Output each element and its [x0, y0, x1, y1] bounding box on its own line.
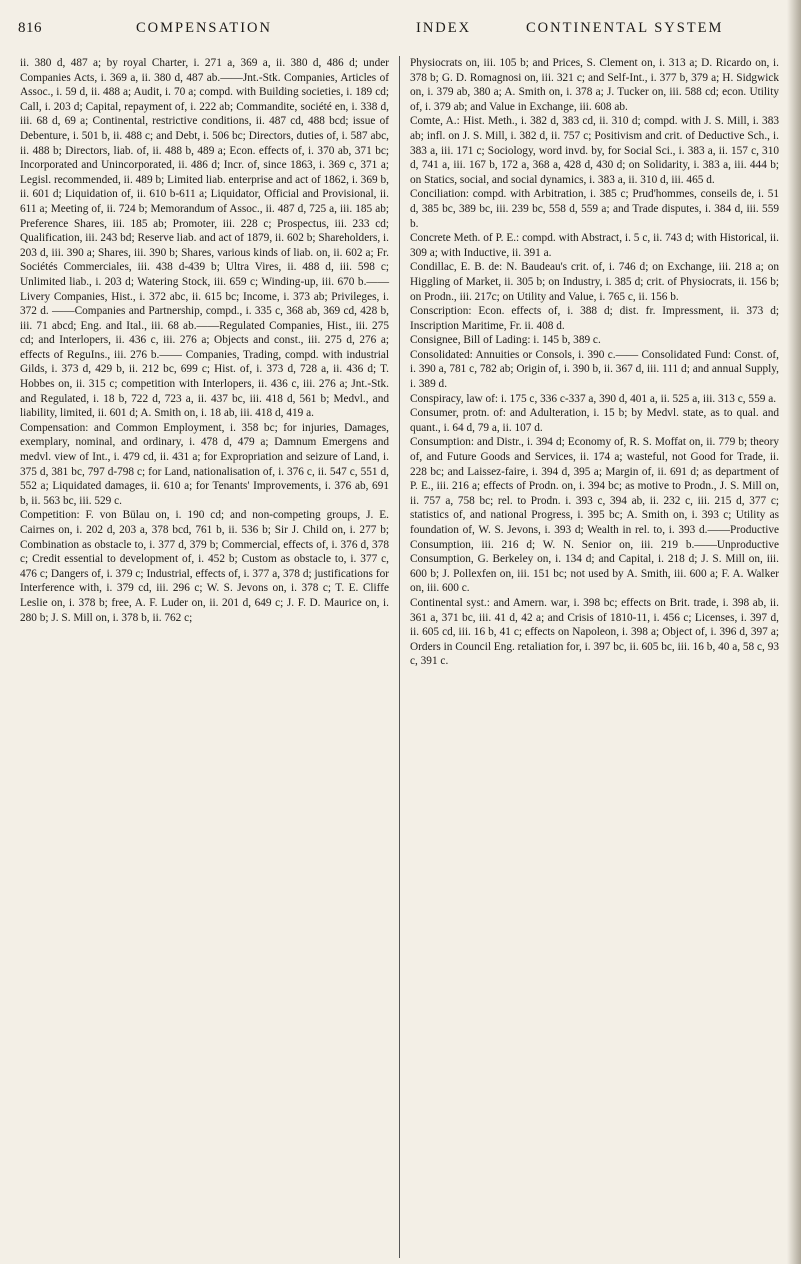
left-column [20, 56, 400, 1258]
index-entry: Consumer, protn. of: and Adulteration, i. 15 b; by Medvl. state, as to qual. and quant., i. 64 d, 79 a, ii. 107 d. [410, 407, 779, 434]
index-entry: Continental syst.: and Amern. war, i. 398 bc; effects on Brit. trade, i. 398 ab, ii. 361 a, 371 bc, iii. 41 d, 42 a; and Crisis of 1810-11, i. 456 c; Licenses, i. 397 d, ii. 605 cd, iii. 16 b, 41 c; effects on Napoleon, i. 398 a; Object of, i. 396 d, 397 a; Orders in Council Eng. retaliation for, i. 397 bc, ii. 605 bc, iii. 16 b, 40 a, 58 c, 93 c, 391 c. [410, 596, 779, 668]
index-entry: Condillac, E. B. de: N. Baudeau's crit. of, i. 746 d; on Exchange, iii. 218 a; on Higgling of Market, ii. 305 b; on Industry, i. 385 d; crit. of Physiocrats, ii. 156 b; on Prodn., iii. 217c; on Utility and Value, i. 765 c, ii. 156 b. [410, 261, 779, 303]
index-entry: Conciliation: compd. with Arbitration, i. 385 c; Prud'hommes, conseils de, i. 51 d, 385 bc, 389 bc, iii. 239 bc, 558 d, 559 a; and Trade disputes, i. 384 d, iii. 559 b. [410, 188, 779, 230]
index-entry: Conscription: Econ. effects of, i. 388 d; dist. fr. Impressment, ii. 373 d; Inscription Maritime, Fr. ii. 408 d. [410, 305, 779, 332]
running-head-center: INDEX [416, 20, 472, 36]
index-entry: Conspiracy, law of: i. 175 c, 336 c-337 a, 390 d, 401 a, ii. 525 a, iii. 313 c, 559 a. [410, 392, 777, 405]
index-entry: Comte, A.: Hist. Meth., i. 382 d, 383 cd, ii. 310 d; compd. with J. S. Mill, i. 383 ab; infl. on J. S. Mill, i. 382 d, ii. 757 c; Positivism and crit. of Deductive Sch., i. 383 a, iii. 171 c; Sociology, word invd. by, for Social Sci., i. 383 a, ii. 157 c, 310 d, 741 a, iii. 167 b, 172 a, 368 a, 428 d, 430 d; on Solidarity, i. 383 a, iii. 444 b; on Statics, social, and social dynamics, i. 383 a, ii. 310 d, iii. 465 d. [410, 115, 779, 186]
right-column [410, 56, 779, 1258]
page-edge-shadow [787, 0, 801, 1264]
index-entry: Consignee, Bill of Lading: i. 145 b, 389 c. [410, 334, 601, 347]
index-columns [20, 56, 779, 1258]
index-entry: Consolidated: Annuities or Consols, i. 390 c.—— Consolidated Fund: Const. of, i. 390 a, 781 c, 782 ab; Origin of, i. 390 b, ii. 367 d, iii. 111 d; and annual Supply, i. 389 d. [410, 348, 779, 391]
index-entry: ii. 380 d, 487 a; by royal Charter, i. 271 a, 369 a, ii. 380 d, 486 d; under Companies Acts, i. 369 a, ii. 380 d, 487 ab.——Jnt.-Stk. Companies, Articles of Assoc., i. 59 d, ii. 488 a; Audit, i. 70 a; compd. with Building societies, i. 189 cd; Call, i. 203 d; Capital, repayment of, i. 222 ab; Commandite, société en, i. 338 d, iii. 68 d, 69 a; Continental, restrictive conditions, ii. 487 cd, 488 bcd; issue of Debenture, i. 501 b, ii. 488 c; and Debt, i. 506 bc; Directors, duties of, i. 587 abc, ii. 488 b; Directors, liab. of, ii. 488 b, 489 a; Econ. effects of, i. 370 ab, 371 bc; Incorporated and Unincorporated, ii. 486 d; Incr. of, since 1863, i. 369 c, 371 a; Legisl. recommended, ii. 489 b; Limited liab. enterprise and act of 1862, i. 369 b, ii. 601 d; Liquidation of, ii. 610 b-611 a; Liquidator, Official and Provisional, ii. 611 a; Meeting of, ii. 724 b; Memorandum of Assoc., ii. 487 d, 725 a, iii. 185 ab; Preference Shares, iii. 185 ab; Promoter, iii. 228 c; Prospectus, iii. 233 cd; Qualification, iii. 243 bd; Reserve liab. and act of 1879, ii. 602 b; Shareholders, i. 203 d, iii. 390 a; Shares, iii. 390 b; Shares, various kinds of liab. on, ii. 602 a; Fr. Sociétés Commerciales, iii. 438 d-439 b; Ultra Vires, ii. 488 d, iii. 598 c; Unlimited liab., i. 203 d; Watering Stock, iii. 659 c; Winding-up, iii. 670 b.—— Livery Companies, Hist., i. 372 abc, ii. 615 bc; Income, i. 373 ab; Privileges, i. 372 d. ——Companies and Partnership, compd., i. 335 c, 368 ab, 369 cd, 428 b, iii. 71 abcd; Eng. and Ital., iii. 68 ab.——Regulated Companies, Hist., iii. 275 cd; and Interlopers, ii. 436 c, iii. 276 a; Objects and const., iii. 275 d, 276 a; effects of ReguIns., iii. 276 b.—— Companies, Trading, compd. with industrial Gilds, i. 373 d, 429 b, ii. 212 bc, 699 c; Hist. of, i. 373 d, 728 a, ii. 436 d; T. Hobbes on, ii. 315 c; competition with Interlopers, ii. 436 c, iii. 276 a; Jnt.-Stk. and Regulated, i. 18 b, 722 d, 723 a, ii. 437 bc, iii. 418 d, 561 b; Medvl., and liability, limited, ii. 601 d; A. Smith on, i. 18 ab, iii. 418 d, 419 a. [20, 57, 389, 420]
index-entry: Compensation: and Common Employment, i. 358 bc; for injuries, Damages, exemplary, nominal, and ordinary, i. 478 d, 479 a; Damnum Emergens and medvl. view of Int., i. 479 cd, ii. 431 a; for Expropriation and seizure of Land, i. 375 d, 381 bc, 797 d-798 c; for Land, nationalisation of, i. 376 c, ii. 547 c, 551 d, 552 a; Liquidated damages, ii. 610 a; for Tenants' Improvements, i. 376 ab, 691 b, ii. 563 bc, iii. 529 c. [20, 421, 389, 507]
index-entry: Concrete Meth. of P. E.: compd. with Abstract, i. 5 c, ii. 743 d; with Historical, ii. 309 a; with Inductive, ii. 391 a. [410, 232, 779, 259]
page-header [18, 14, 783, 44]
page-number: 816 [18, 20, 42, 36]
running-head-right: CONTINENTAL SYSTEM [526, 20, 724, 36]
index-entry: Physiocrats on, iii. 105 b; and Prices, S. Clement on, i. 313 a; D. Ricardo on, i. 378 b; G. D. Romagnosi on, iii. 321 c; and Self-Int., i. 377 b, 379 a; H. Sidgwick on, i. 379 ab, 380 a; A. Smith on, i. 378 a; J. Tucker on, iii. 588 cd; econ. Utility of, i. 379 ab; and Value in Exchange, iii. 608 ab. [410, 57, 779, 113]
index-entry: Competition: F. von Bülau on, i. 190 cd; and non-competing groups, J. E. Cairnes on, i. 202 d, 203 a, 378 bcd, 761 b, ii. 536 b; Sir J. Child on, i. 277 b; Combination as obstacle to, i. 377 d, 379 b; Commercial, effects of, i. 376 d, 378 c; Credit essential to development of, i. 452 b; Custom as obstacle to, i. 377 c, 476 c; Dangers of, i. 379 c; Industrial, effects of, i. 377 a, 378 d; justifications for Interference with, i. 379 cd, iii. 296 c; W. S. Jevons on, i. 378 c; T. E. Cliffe Leslie on, i. 378 b; free, A. F. Luder on, ii. 201 d, 649 c; J. F. D. Maurice on, i. 280 b; J. S. Mill on, i. 378 b, ii. 762 c; [20, 509, 389, 624]
index-entry: Consumption: and Distr., i. 394 d; Economy of, R. S. Moffat on, ii. 779 b; theory of, and Future Goods and Services, ii. 174 a; wasteful, not Good for Trade, ii. 228 bc; and Laissez-faire, i. 394 d, 395 a; Margin of, ii. 691 d; as department of P. E., iii. 216 a; effects of Prodn. on, i. 394 bc; as motive to Prodn., J. S. Mill on, ii. 757 a, 758 bc; rel. to Prodn. i. 393 c, 394 ab, ii. 232 c, iii. 215 d, 377 c; statistics of, and national Progress, i. 395 bc; A. Smith on, i. 393 c; Utility as foundation of, W. S. Jevons, i. 393 d; Wealth in rel. to, i. 393 d.——Productive Consumption, iii. 216 d; W. N. Senior on, iii. 219 b.——Unproductive Consumption, G. Berkeley on, i. 134 d; and Capital, i. 218 d; J. S. Mill on, iii. 600 b; J. Pollexfen on, iii. 151 bc; not used by A. Smith, iii. 600 a; F. A. Walker on, iii. 600 c. [410, 436, 779, 595]
running-head-left: COMPENSATION [136, 20, 272, 36]
